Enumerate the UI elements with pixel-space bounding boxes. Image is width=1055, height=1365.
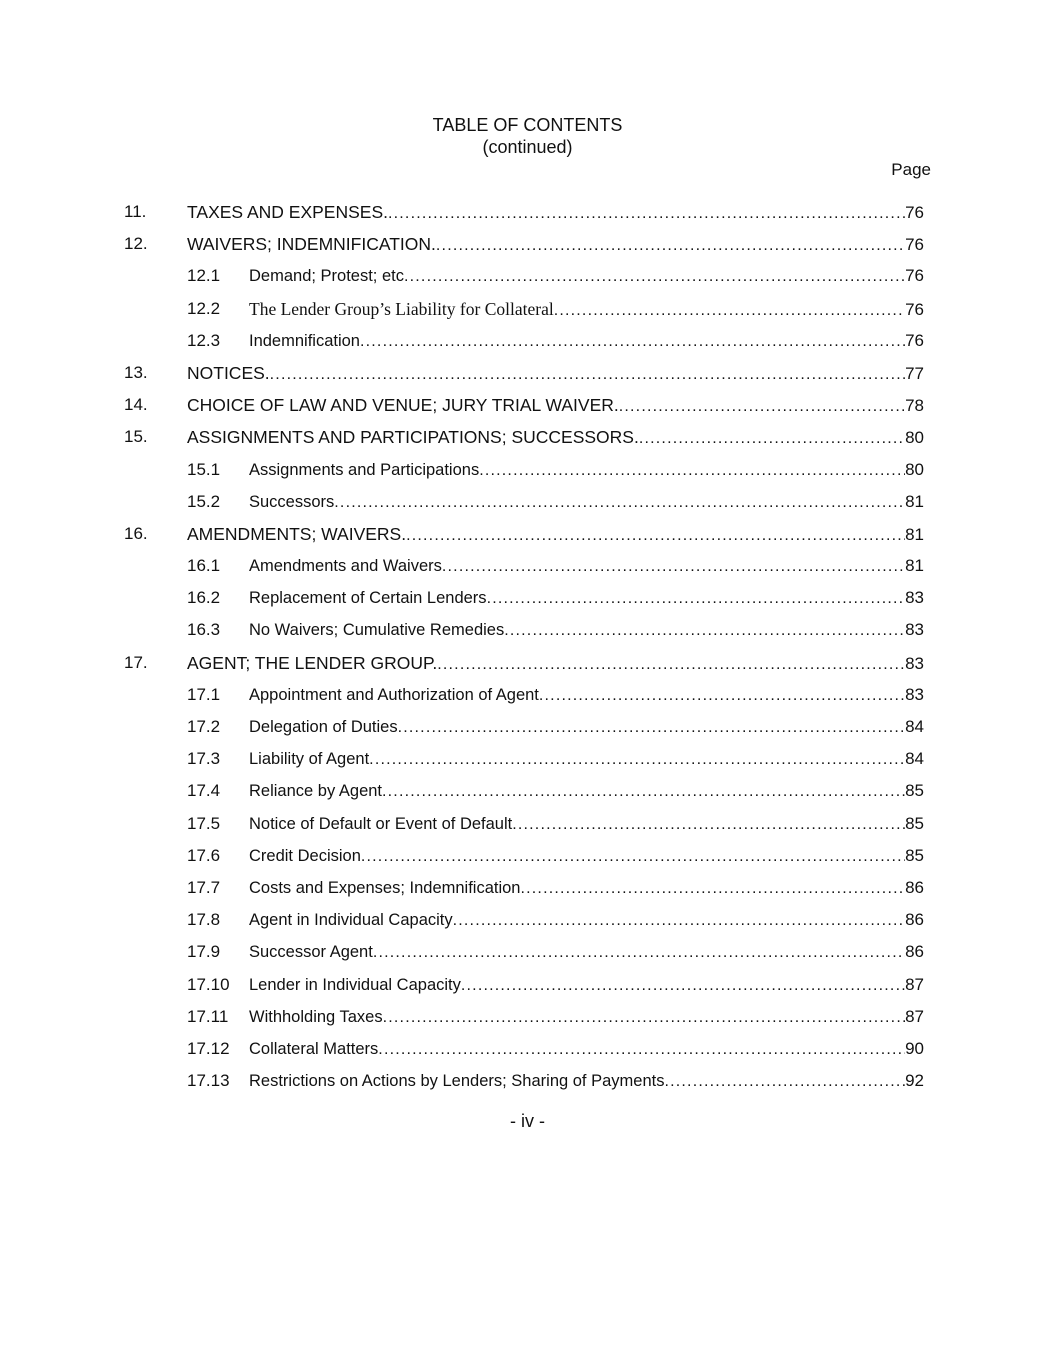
- toc-section-row[interactable]: [0, 421, 1055, 453]
- dot-leader: [360, 326, 905, 358]
- toc-subtitle: (continued): [482, 137, 573, 157]
- toc-entry: [187, 357, 924, 391]
- toc-subsection-row[interactable]: [0, 969, 1055, 1001]
- toc-entry: [249, 969, 924, 1002]
- toc-entry: [187, 196, 924, 230]
- dot-leader: [554, 295, 905, 327]
- dot-leader: [479, 455, 905, 487]
- dot-leader: [437, 649, 905, 681]
- toc-entry: [249, 582, 924, 615]
- toc-entry-page: 87: [905, 1006, 924, 1026]
- dot-leader: [539, 680, 905, 712]
- toc-list: [0, 196, 1055, 1097]
- toc-subsection-row[interactable]: [0, 260, 1055, 292]
- toc-entry-title: Amendments and Waivers: [249, 557, 442, 576]
- toc-entry-page: 76: [905, 330, 924, 350]
- dot-leader: [512, 809, 905, 841]
- toc-section-row[interactable]: [0, 228, 1055, 260]
- toc-entry-number: 14.: [124, 395, 148, 415]
- toc-entry-page: 78: [905, 396, 924, 416]
- toc-entry: [187, 421, 924, 455]
- toc-subsection-row[interactable]: [0, 743, 1055, 775]
- dot-leader: [334, 487, 905, 519]
- toc-entry-number: 16.: [124, 523, 148, 543]
- toc-entry-number: 17.13: [187, 1071, 230, 1091]
- toc-entry: [249, 743, 924, 776]
- toc-entry-page: 76: [905, 299, 924, 319]
- toc-entry-title: ASSIGNMENTS AND PARTICIPATIONS; SUCCESSORS.: [187, 427, 639, 448]
- toc-entry-page: 85: [905, 845, 924, 865]
- toc-entry-page: 81: [905, 556, 924, 576]
- toc-entry-title: Delegation of Duties: [249, 718, 398, 736]
- toc-entry-title: Indemnification: [249, 331, 360, 350]
- toc-entry-number: 17.4: [187, 781, 221, 801]
- toc-entry: [187, 389, 924, 423]
- toc-entry-page: 84: [905, 749, 924, 769]
- toc-entry-number: 12.1: [187, 266, 221, 286]
- toc-entry: [249, 936, 924, 969]
- dot-leader: [378, 1034, 905, 1066]
- toc-entry-number: 11.: [124, 202, 147, 221]
- toc-subsection-row[interactable]: [0, 904, 1055, 936]
- toc-entry-number: 15.: [124, 427, 148, 447]
- toc-entry-page: 83: [905, 684, 924, 704]
- toc-entry-title: CHOICE OF LAW AND VENUE; JURY TRIAL WAIVER.: [187, 395, 619, 416]
- toc-entry-page: 86: [905, 877, 924, 897]
- dot-leader: [639, 423, 905, 455]
- toc-entry-number: 17.6: [187, 845, 221, 865]
- dot-leader: [453, 905, 905, 937]
- toc-entry-number: 17.10: [187, 974, 230, 994]
- dot-leader: [442, 551, 905, 583]
- toc-entry-page: 81: [905, 491, 924, 511]
- toc-entry: [249, 679, 924, 712]
- toc-entry-title: Reliance by Agent: [249, 782, 383, 801]
- toc-subsection-row[interactable]: [0, 1033, 1055, 1065]
- toc-entry: [249, 614, 924, 647]
- dot-leader: [619, 391, 905, 423]
- toc-section-row[interactable]: [0, 518, 1055, 550]
- toc-entry-number: 15.2: [187, 491, 221, 511]
- toc-entry-page: 76: [905, 203, 924, 222]
- toc-entry: [249, 775, 924, 808]
- toc-entry-title: AMENDMENTS; WAIVERS.: [187, 523, 407, 544]
- dot-leader: [383, 1002, 905, 1034]
- dot-leader: [373, 937, 905, 969]
- toc-entry-title: WAIVERS; INDEMNIFICATION.: [187, 234, 436, 255]
- toc-title: TABLE OF CONTENTS: [432, 115, 623, 135]
- toc-entry-title: Notice of Default or Event of Default: [249, 814, 513, 833]
- toc-entry-title: Successors: [249, 492, 335, 511]
- toc-entry: [187, 228, 924, 262]
- toc-entry-page: 81: [905, 524, 924, 544]
- toc-entry: [187, 647, 924, 681]
- toc-entry: [249, 550, 924, 583]
- toc-entry-page: 83: [905, 588, 924, 608]
- toc-entry-page: 83: [905, 653, 924, 673]
- toc-entry-page: 84: [905, 717, 924, 736]
- toc-entry-title: Restrictions on Actions by Lenders; Sharing of Payments: [249, 1072, 665, 1091]
- toc-subsection-row[interactable]: [0, 711, 1055, 743]
- toc-subsection-row[interactable]: [0, 936, 1055, 968]
- page-number-footer: - iv -: [510, 1111, 545, 1131]
- toc-entry-page: 85: [905, 813, 924, 833]
- toc-entry-number: 16.2: [187, 588, 221, 608]
- toc-entry-page: 87: [905, 974, 924, 994]
- toc-entry-number: 17.3: [187, 749, 221, 769]
- dot-leader: [270, 359, 905, 391]
- toc-entry-title: Demand; Protest; etc: [249, 267, 404, 286]
- toc-entry-page: 86: [905, 910, 924, 930]
- dot-leader: [361, 841, 905, 873]
- toc-entry-title: Agent in Individual Capacity: [249, 911, 453, 930]
- toc-entry-page: 76: [905, 235, 924, 255]
- toc-entry-page: 83: [905, 620, 924, 640]
- dot-leader: [461, 970, 905, 1002]
- toc-entry: [249, 325, 924, 358]
- toc-entry-number: 17.7: [187, 877, 221, 897]
- toc-entry-page: 86: [905, 942, 924, 962]
- toc-subsection-row[interactable]: [0, 293, 1055, 325]
- toc-entry-title: Lender in Individual Capacity: [249, 975, 461, 994]
- toc-entry-title: NOTICES.: [187, 362, 270, 383]
- toc-entry-number: 16.3: [187, 620, 221, 640]
- toc-subsection-row[interactable]: [0, 582, 1055, 614]
- toc-entry-title: Costs and Expenses; Indemnification: [249, 878, 521, 897]
- toc-entry-number: 12.: [124, 234, 148, 254]
- toc-entry-number: 17.5: [187, 813, 221, 833]
- toc-entry-page: 76: [905, 266, 924, 286]
- toc-section-row[interactable]: [0, 647, 1055, 679]
- toc-subsection-row[interactable]: [0, 808, 1055, 840]
- dot-leader: [436, 230, 905, 262]
- dot-leader: [404, 261, 905, 293]
- toc-entry-page: 90: [905, 1038, 924, 1058]
- toc-subsection-row[interactable]: [0, 486, 1055, 518]
- toc-entry: [249, 454, 924, 487]
- toc-entry: [249, 486, 924, 519]
- toc-entry-title: Successor Agent: [249, 943, 373, 962]
- toc-entry-title: Withholding Taxes: [249, 1007, 383, 1026]
- toc-entry: [249, 904, 924, 937]
- toc-entry-number: 13.: [124, 362, 148, 382]
- toc-section-row[interactable]: [0, 196, 1055, 228]
- toc-entry-title: Replacement of Certain Lenders: [249, 589, 487, 608]
- toc-subsection-row[interactable]: [0, 1065, 1055, 1097]
- toc-entry: [249, 1001, 924, 1034]
- toc-entry-title: Credit Decision: [249, 846, 361, 865]
- dot-leader: [664, 1066, 905, 1098]
- toc-subsection-row[interactable]: [0, 775, 1055, 807]
- toc-entry-number: 17.8: [187, 910, 221, 930]
- toc-entry: [187, 518, 924, 552]
- toc-entry-page: 85: [905, 781, 924, 801]
- dot-leader: [504, 615, 905, 647]
- toc-entry-number: 17.1: [187, 684, 221, 704]
- toc-entry-number: 12.2: [187, 298, 221, 318]
- toc-subsection-row[interactable]: [0, 840, 1055, 872]
- toc-entry-page: 92: [905, 1071, 924, 1091]
- toc-entry-number: 17.9: [187, 942, 221, 962]
- dot-leader: [398, 712, 905, 744]
- toc-entry-title: AGENT; THE LENDER GROUP.: [187, 652, 438, 673]
- toc-entry-page: 80: [905, 459, 924, 479]
- toc-entry-title: Liability of Agent: [249, 750, 370, 769]
- toc-entry: [249, 808, 924, 841]
- dot-leader: [369, 744, 905, 776]
- toc-subsection-row[interactable]: [0, 454, 1055, 486]
- toc-entry-title: Assignments and Participations: [249, 460, 480, 479]
- toc-entry-title: Collateral Matters: [249, 1039, 379, 1058]
- toc-entry-number: 17.12: [187, 1038, 230, 1058]
- toc-entry-number: 12.3: [187, 330, 221, 350]
- toc-entry-number: 16.1: [187, 556, 221, 576]
- dot-leader: [388, 198, 905, 230]
- toc-section-row[interactable]: [0, 357, 1055, 389]
- toc-entry-page: 80: [905, 428, 924, 448]
- toc-entry-title: No Waivers; Cumulative Remedies: [249, 621, 505, 640]
- toc-subsection-row[interactable]: [0, 325, 1055, 357]
- toc-entry-number: 17.11: [187, 1006, 229, 1026]
- dot-leader: [382, 776, 905, 808]
- toc-entry-title: Appointment and Authorization of Agent: [249, 685, 539, 704]
- toc-entry: [249, 872, 924, 905]
- dot-leader: [521, 873, 906, 905]
- toc-entry-title: TAXES AND EXPENSES.: [187, 202, 388, 222]
- dot-leader: [487, 583, 906, 615]
- dot-leader: [406, 520, 905, 552]
- toc-entry-number: 17.: [124, 652, 148, 672]
- toc-subsection-row[interactable]: [0, 679, 1055, 711]
- toc-entry-number: 17.2: [187, 717, 221, 736]
- toc-entry: [249, 293, 924, 327]
- toc-entry: [249, 1065, 924, 1098]
- toc-subsection-row[interactable]: [0, 1001, 1055, 1033]
- toc-entry-page: 77: [905, 363, 924, 383]
- toc-entry: [249, 711, 924, 744]
- toc-entry-number: 15.1: [187, 459, 221, 479]
- toc-subsection-row[interactable]: [0, 550, 1055, 582]
- page-column-header: Page: [891, 160, 931, 179]
- toc-entry-title: The Lender Group’s Liability for Collateral: [249, 298, 554, 319]
- toc-subsection-row[interactable]: [0, 872, 1055, 904]
- toc-section-row[interactable]: [0, 389, 1055, 421]
- toc-entry: [249, 1033, 924, 1066]
- toc-entry: [249, 260, 924, 293]
- toc-subsection-row[interactable]: [0, 614, 1055, 646]
- toc-entry: [249, 840, 924, 873]
